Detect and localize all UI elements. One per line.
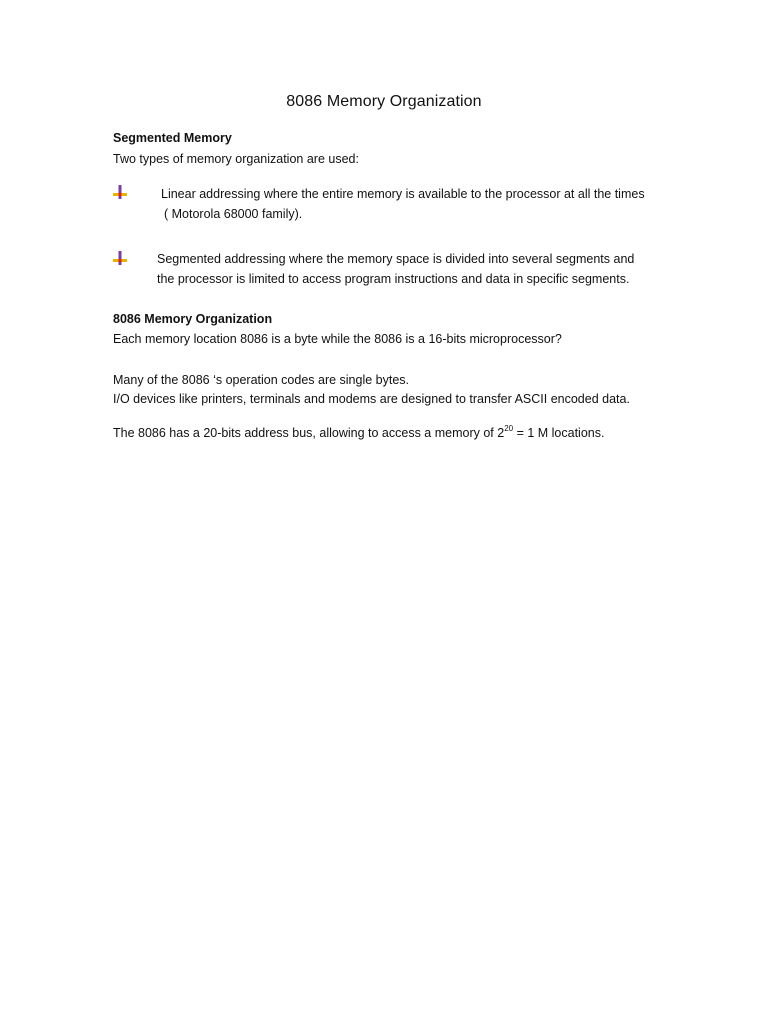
address-bus-exponent: 20	[504, 424, 514, 433]
bullet-item-linear-line2: ( Motorola 68000 family).	[164, 207, 303, 221]
bullet-item-linear-line1: Linear addressing where the entire memory is available to the processor at all the times	[161, 187, 645, 201]
paragraph-operation-codes: Many of the 8086 ‘s operation codes are single bytes.	[113, 373, 410, 387]
address-bus-text-post: = 1 M locations.	[513, 426, 605, 440]
paragraph-memory-location: Each memory location 8086 is a byte while the 8086 is a 16-bits microprocessor?	[113, 332, 562, 346]
paragraph-io-devices: I/O devices like printers, terminals and modems are designed to transfer ASCII encoded data.	[113, 392, 630, 406]
bullet-item-segmented-line1: Segmented addressing where the memory space is divided into several segments and	[157, 252, 635, 266]
section-heading-memory-organization: 8086 Memory Organization	[113, 312, 273, 326]
plus-bullet-icon	[113, 185, 127, 199]
paragraph-address-bus	[113, 426, 604, 440]
section-heading-segmented-memory: Segmented Memory	[113, 131, 232, 145]
section-intro: Two types of memory organization are used:	[113, 152, 359, 166]
address-bus-text-pre: The 8086 has a 20-bits address bus, allowing to access a memory of 2	[113, 426, 505, 440]
page-title: 8086 Memory Organization	[286, 93, 482, 110]
plus-bullet-icon	[113, 251, 127, 265]
bullet-item-segmented-line2: the processor is limited to access program instructions and data in specific segments.	[157, 272, 630, 286]
